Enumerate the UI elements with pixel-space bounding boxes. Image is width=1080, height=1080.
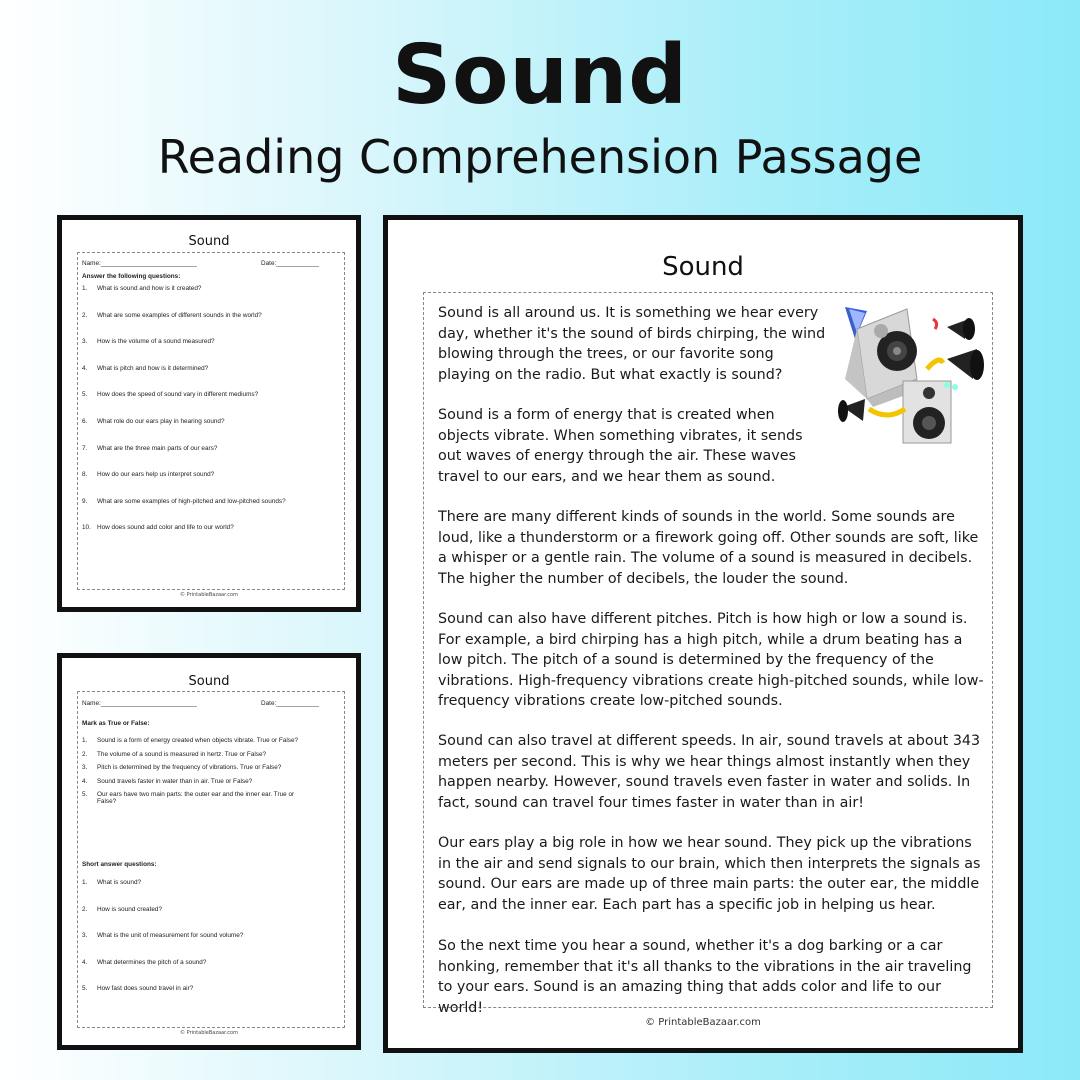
passage-paragraph: Our ears play a big role in how we hear sound. They pick up the vibrations in the air and send signals to our brain, which then interprets the signals as sound. Our ears are made up of three main parts: the outer ear, the middle ear, and the inner ear. Each part has a specific job in helping us hear. [438,835,981,913]
question-text: What are some examples of high-pitched and low-pitched sounds? [97,497,286,505]
question-text: What role do our ears play in hearing sound? [97,418,225,425]
question-number: 9. [82,497,88,505]
question-number: 5. [82,985,88,993]
question-text: How does sound add color and life to our world? [97,524,234,532]
instructions-heading: Answer the following questions: [82,273,181,280]
question-item [82,312,312,319]
question-number: 1. [82,737,88,744]
question-number: 3. [82,932,88,940]
worksheet-footer: © PrintableBazaar.com [180,1030,238,1036]
question-item [82,285,312,292]
question-item [82,985,312,992]
question-text: How is the volume of a sound measured? [97,338,215,346]
question-text: What is sound? [97,879,142,886]
worksheet-title: Sound [188,234,230,249]
question-number: 7. [82,444,88,452]
question-number: 2. [82,311,88,319]
worksheet-true-false-preview [57,653,361,1050]
question-item [82,879,312,886]
question-item [82,778,312,785]
question-number: 3. [82,764,88,771]
question-item [82,737,312,744]
question-text: How do our ears help us interpret sound? [97,471,215,479]
name-field-label: Name:___________________________ [82,700,197,707]
question-number: 4. [82,777,88,785]
question-number: 8. [82,471,88,479]
question-item [82,498,312,505]
passage-page [383,215,1023,1053]
question-number: 5. [82,791,88,798]
question-number: 1. [82,879,88,886]
question-item [82,764,312,771]
question-number: 4. [82,958,88,966]
passage-content-box [423,292,993,1016]
question-item [82,338,312,345]
worksheet-footer: © PrintableBazaar.com [180,592,238,598]
worksheet-questions-preview [57,215,361,612]
page-subtitle: Reading Comprehension Passage [157,130,923,184]
question-number: 4. [82,364,88,372]
passage-paragraph-text: Sound is a form of energy that is created when objects vibrate. When something vibrates, it sends out waves of energy through the air. These waves travel to our ears, and we hear them as sound. [438,407,803,485]
name-field-label: Name:___________________________ [82,260,197,267]
question-item [82,751,312,758]
date-field-label: Date:____________ [261,260,319,267]
question-item [82,445,312,452]
worksheet-content-box [77,691,345,1028]
question-text: How does the speed of sound vary in different mediums? [97,391,259,399]
question-text: What are the three main parts of our ears? [97,444,218,452]
passage-paragraph: Sound can also travel at different speeds. In air, sound travels at about 343 meters per second. This is why we hear things almost instantly when they happen nearby. However, sound travels even faster in water and solids. In fact, sound can travel four times faster in water than in air! [438,733,981,811]
question-item [82,906,312,913]
passage-paragraph: So the next time you hear a sound, whether it's a dog barking or a car honking, remember that it's all thanks to the vibrations in the air traveling to your ears. Sound is an amazing thing that adds color and life to our world! [438,938,972,1016]
passage-title: Sound [662,252,744,282]
short-answer-heading: Short answer questions: [82,861,157,868]
passage-paragraph [438,405,988,487]
question-number: 1. [82,285,88,292]
true-false-heading: Mark as True or False: [82,720,150,727]
question-number: 2. [82,905,88,913]
question-text: What determines the pitch of a sound? [97,958,207,966]
question-number: 5. [82,391,88,399]
question-number: 10. [82,524,91,532]
question-text: How is sound created? [97,905,163,913]
question-text: Sound is a form of energy created when objects vibrate. True or False? [97,737,299,744]
question-text: How fast does sound travel in air? [97,985,194,993]
worksheet-content-box [77,252,345,590]
question-item [82,365,312,372]
passage-paragraph: Sound can also have different pitches. Pitch is how high or low a sound is. For example, a bird chirping has a high pitch, while a drum beating has a low pitch. The pitch of a sound is determined by the frequency of the vibrations. High-frequency vibrations create high-pitched sounds, while low-frequency vibrations create low-pitched sounds. [438,611,984,709]
question-text: The volume of a sound is measured in hertz. True or False? [97,750,267,758]
question-text: What is the unit of measurement for sound volume? [97,932,244,940]
question-text: Sound travels faster in water than in air. True or False? [97,777,253,785]
question-text: What is pitch and how is it determined? [97,364,209,372]
question-text: What is sound and how is it created? [97,285,202,292]
question-item [82,932,312,939]
question-item [82,471,312,478]
date-field-label: Date:____________ [261,700,319,707]
question-item [82,418,312,425]
question-item [82,791,312,805]
worksheet-title: Sound [188,674,230,689]
question-item [82,391,312,398]
page-title: Sound [392,28,688,123]
question-number: 2. [82,750,88,758]
question-item [82,959,312,966]
question-text: What are some examples of different sounds in the world? [97,311,262,319]
question-number: 6. [82,418,88,425]
question-item [82,524,312,531]
passage-paragraph: There are many different kinds of sounds in the world. Some sounds are loud, like a thunderstorm or a firework going off. Other sounds are soft, like a whisper or a gentle rain. The volume of a sound is measured in decibels. The higher the number of decibels, the louder the sound. [438,509,979,587]
question-text: Our ears have two main parts: the outer ear and the inner ear. True or False? [97,791,295,805]
question-number: 3. [82,338,88,346]
question-text: Pitch is determined by the frequency of vibrations. True or False? [97,764,282,771]
passage-paragraph: Sound is all around us. It is something we hear every day, whether it's the sound of birds chirping, the wind blowing through the trees, or our favorite song playing on the radio. But what exactly is sound? [438,305,826,383]
passage-footer: © PrintableBazaar.com [645,1017,761,1028]
